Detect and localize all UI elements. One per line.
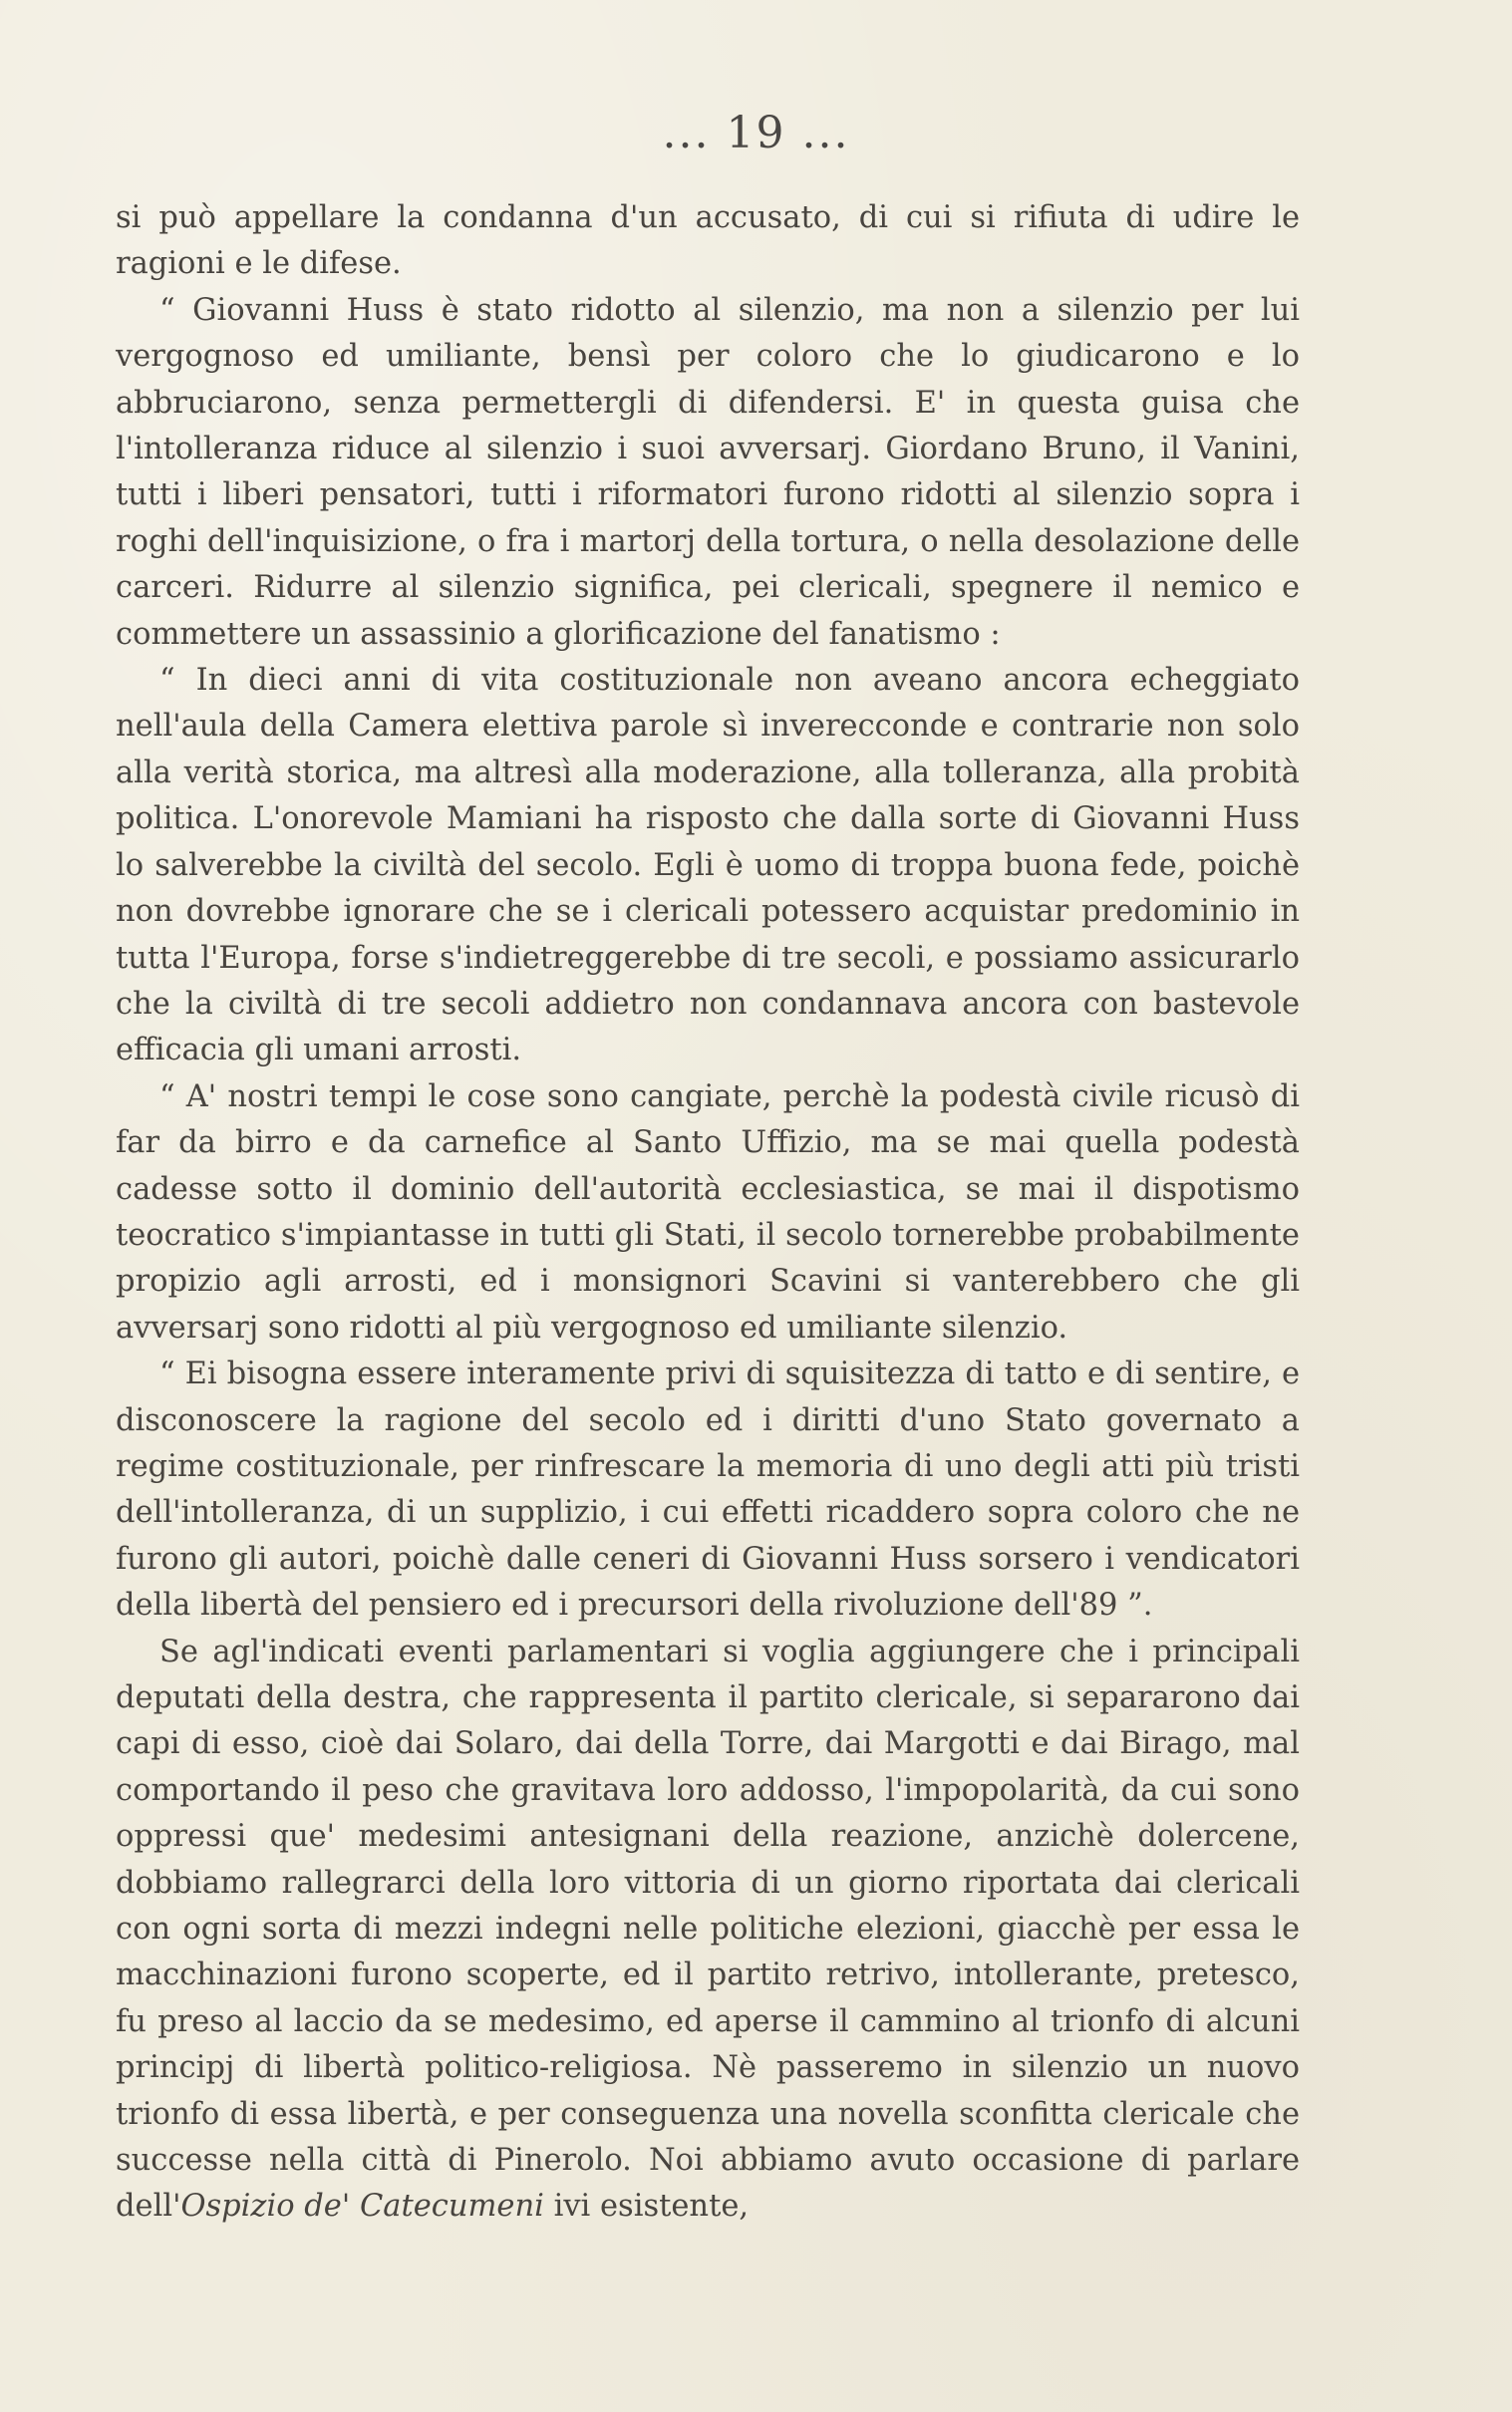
italic-phrase: Ospizio de' Catecumeni <box>180 2189 544 2225</box>
quoted-paragraph: “ A' nostri tempi le cose sono cangiate, perchè la podestà civile ricusò di far da birro e da carnefice al Santo Uffizio, ma se mai quella podestà cadesse sotto il dominio dell'autorità ecclesiastica, se mai il dispotismo teocratico s'impiantasse in tutti gli Stati, il secolo tornerebbe probabilmente propizio agli arrosti, ed i monsignori Scavini si vanterebbero che gli avversarj sono ridotti al più vergognoso ed umiliante silenzio. <box>116 1078 1300 1346</box>
body-text <box>116 195 1300 2231</box>
paragraph-continuation: si può appellare la condanna d'un accusato, di cui si rifiuta di udire le ragioni e le difese. <box>116 200 1300 282</box>
page-number: ... 19 ... <box>662 108 850 158</box>
quoted-paragraph: “ Giovanni Huss è stato ridotto al silenzio, ma non a silenzio per lui vergognoso ed umiliante, bensì per coloro che lo giudicarono e lo abbruciarono, senza permettergli di difendersi. E' in questa guisa che l'intolleranza riduce al silenzio i suoi avversarj. Giordano Bruno, il Vanini, tutti i liberi pensatori, tutti i riformatori furono ridotti al silenzio sopra i roghi dell'inquisizione, o fra i martorj della tortura, o nella desolazione delle carceri. Ridurre al silenzio significa, pei clericali, spegnere il nemico e commettere un assassinio a glorificazione del fanatismo : <box>116 292 1300 652</box>
paragraph-text: Se agl'indicati eventi parlamentari si voglia aggiungere che i principali deputati della destra, che rappresenta il partito clericale, si separarono dai capi di esso, cioè dai Solaro, dai della Torre, dai Margotti e dai Birago, mal comportando il peso che gravitava loro addosso, l'impopolarità, da cui sono oppressi que' medesimi antesignani della reazione, anzichè dolercene, dobbiamo rallegrarci della loro vittoria di un giorno riportata dai clericali con ogni sorta di mezzi indegni nelle politiche elezioni, giacchè per essa le macchinazioni furono scoperte, ed il partito retrivo, intollerante, pretesco, fu preso al laccio da se medesimo, ed aperse il cammino al trionfo di alcuni principj di libertà politico-religiosa. Nè passeremo in silenzio un nuovo trionfo di essa libertà, e per conseguenza una novella sconfitta clericale che successe nella città di Pinerolo. Noi abbiamo avuto occasione di parlare dell' <box>116 1634 1300 2225</box>
paragraph-ending: ivi esistente, <box>543 2189 750 2225</box>
body-paragraph <box>116 1630 1300 2231</box>
quoted-paragraph: “ In dieci anni di vita costituzionale non aveano ancora echeggiato nell'aula della Camera elettiva parole sì inverecconde e contrarie non solo alla verità storica, ma altresì alla moderazione, alla tolleranza, alla probità politica. L'onorevole Mamiani ha risposto che dalla sorte di Giovanni Huss lo salverebbe la civiltà del secolo. Egli è uomo di troppa buona fede, poichè non dovrebbe ignorare che se i clericali potessero acquistar predominio in tutta l'Europa, forse s'indietreggerebbe di tre secoli, e possiamo assicurarlo che la civiltà di tre secoli addietro non condannava ancora con bastevole efficacia gli umani arrosti. <box>116 663 1300 1068</box>
quoted-paragraph: “ Ei bisogna essere interamente privi di squisitezza di tatto e di sentire, e disconoscere la ragione del secolo ed i diritti d'uno Stato governato a regime costituzionale, per rinfrescare la memoria di uno degli atti più tristi dell'intolleranza, di un supplizio, i cui effetti ricaddero sopra coloro che ne furono gli autori, poichè dalle ceneri di Giovanni Huss sorsero i vendicatori della libertà del pensiero ed i precursori della rivoluzione dell'89 ”. <box>116 1357 1300 1624</box>
